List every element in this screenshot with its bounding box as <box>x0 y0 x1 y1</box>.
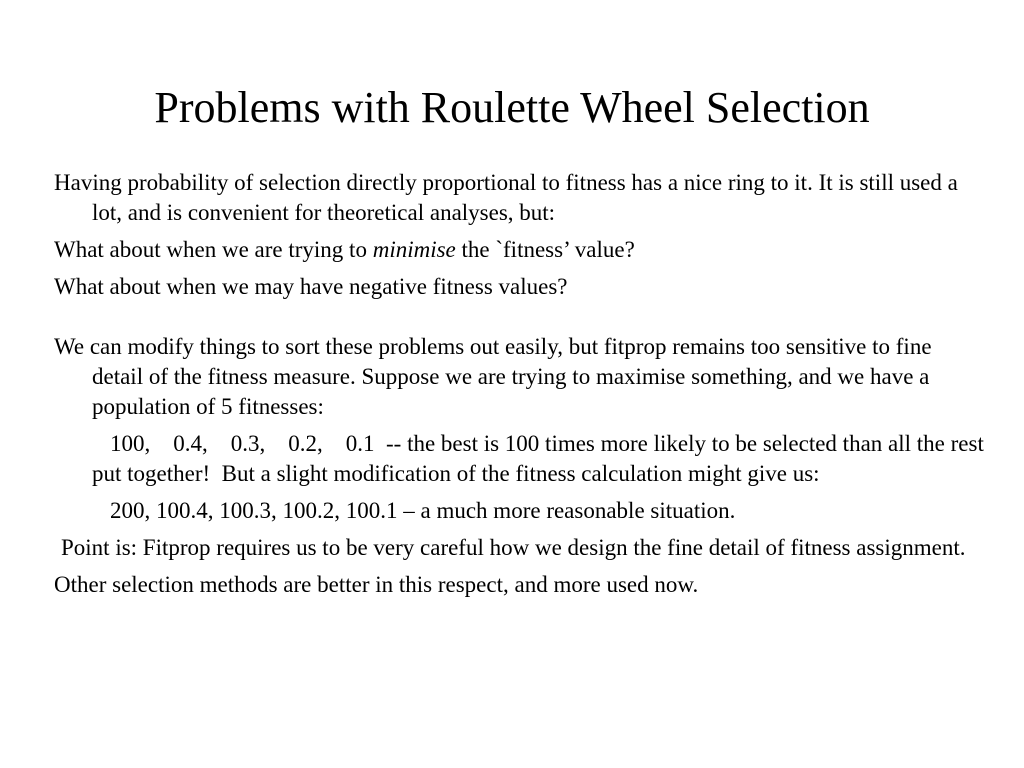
paragraph-example-two: 200, 100.4, 100.3, 100.2, 100.1 – a much more reasonable situation. <box>110 498 736 523</box>
minimise-emphasis: minimise <box>372 237 456 262</box>
paragraph-example-one: 100, 0.4, 0.3, 0.2, 0.1 -- the best is 100 times more likely to be selected than all the rest put together! But a slight modification of the fitness calculation might give us: <box>92 431 990 486</box>
slide-body <box>54 168 990 607</box>
minimise-question-tail: the `fitness’ value? <box>455 237 635 262</box>
paragraph-minimise-question <box>54 235 984 265</box>
paragraph-negative-question: What about when we may have negative fitness values? <box>54 274 568 299</box>
paragraph-fitness-proportional: Having probability of selection directly proportional to fitness has a nice ring to it. It is still used a lot, and is convenient for theoretical analyses, but: <box>54 170 958 225</box>
slide-title: Problems with Roulette Wheel Selection <box>154 83 870 132</box>
paragraph-point: Point is: Fitprop requires us to be very careful how we design the fine detail of fitness assignment. <box>61 535 966 560</box>
paragraph-other-methods: Other selection methods are better in this respect, and more used now. <box>54 572 699 597</box>
minimise-question-lead: What about when we are trying to <box>54 237 373 262</box>
paragraph-sensitivity: We can modify things to sort these problems out easily, but fitprop remains too sensitive to fine detail of the fitness measure. Suppose we are trying to maximise something, and we have a population of 5 fitnesses: <box>54 334 932 419</box>
